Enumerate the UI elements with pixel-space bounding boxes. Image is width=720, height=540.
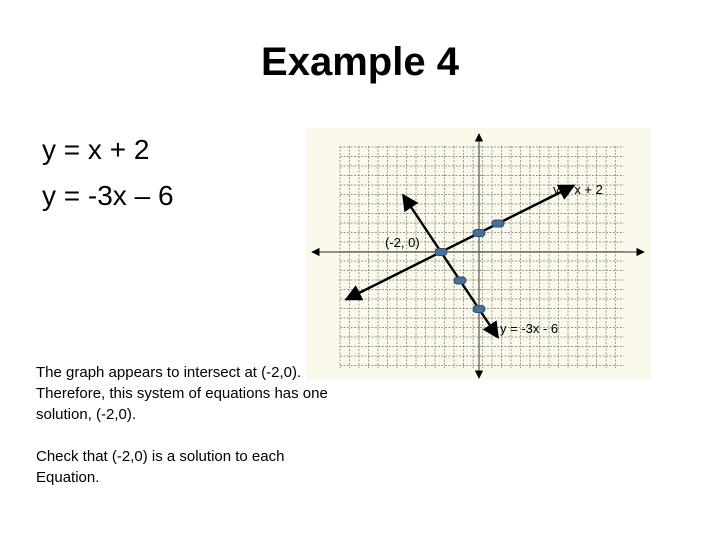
equation-1: y = x + 2	[42, 134, 150, 165]
intersection-label: (-2, 0)	[385, 235, 420, 250]
data-point	[473, 230, 485, 237]
data-point	[454, 277, 466, 284]
data-point	[473, 306, 485, 313]
slide-title: Example 4	[261, 40, 459, 84]
line2-label: y = -3x - 6	[500, 321, 559, 336]
data-point	[435, 249, 447, 256]
coordinate-graph	[306, 128, 651, 380]
line1-label: y = x + 2	[553, 182, 603, 197]
check-instruction-text: Check that (-2,0) is a solution to each Equation.	[36, 448, 285, 486]
conclusion-text: The graph appears to intersect at (-2,0). Therefore, this system of equations has one solution, (-2,0).	[36, 364, 328, 423]
data-point	[492, 220, 504, 227]
equation-2: y = -3x – 6	[42, 180, 174, 211]
